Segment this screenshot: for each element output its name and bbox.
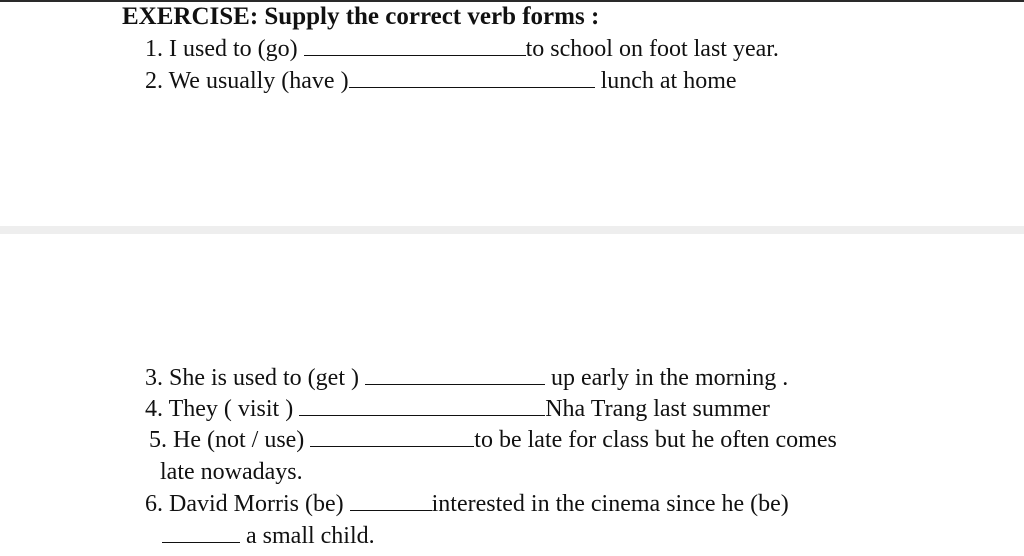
answer-blank[interactable] <box>299 395 545 416</box>
item-continuation: a small child. <box>246 523 375 549</box>
exercise-item-5-wrap <box>160 458 303 486</box>
top-rule <box>0 0 1024 2</box>
item-continuation: up early in the morning . <box>550 365 789 391</box>
answer-blank[interactable] <box>304 35 526 56</box>
answer-blank[interactable] <box>365 364 545 385</box>
exercise-item-1 <box>145 35 779 63</box>
item-prompt: She is used to (get ) <box>169 365 359 391</box>
item-number: 5. <box>149 427 167 453</box>
item-continuation: late nowadays. <box>160 459 303 485</box>
item-prompt: They ( visit ) <box>168 396 294 422</box>
item-continuation: to school on foot last year. <box>525 36 779 62</box>
item-number: 2. <box>145 68 163 94</box>
answer-blank[interactable] <box>162 522 240 543</box>
item-number: 6. <box>145 491 163 517</box>
exercise-item-5 <box>149 426 837 454</box>
item-number: 4. <box>145 396 163 422</box>
item-prompt: We usually (have ) <box>168 68 349 94</box>
item-prompt: David Morris (be) <box>169 491 344 517</box>
item-number: 1. <box>145 36 163 62</box>
exercise-item-3 <box>145 364 788 392</box>
item-prompt: He (not / use) <box>173 427 305 453</box>
answer-blank[interactable] <box>310 426 474 447</box>
exercise-item-6 <box>145 490 789 518</box>
item-continuation: lunch at home <box>600 68 737 94</box>
exercise-item-2 <box>145 67 737 95</box>
item-continuation: interested in the cinema since he (be) <box>431 491 789 517</box>
item-continuation: to be late for class but he often comes <box>474 427 837 453</box>
exercise-title: EXERCISE: Supply the correct verb forms : <box>122 3 600 30</box>
item-continuation: Nha Trang last summer <box>545 396 770 422</box>
page-separator <box>0 226 1024 234</box>
item-prompt: I used to (go) <box>169 36 298 62</box>
answer-blank[interactable] <box>350 490 432 511</box>
item-number: 3. <box>145 365 163 391</box>
answer-blank[interactable] <box>349 67 595 88</box>
exercise-item-6-wrap <box>162 522 375 550</box>
exercise-item-4 <box>145 395 770 423</box>
